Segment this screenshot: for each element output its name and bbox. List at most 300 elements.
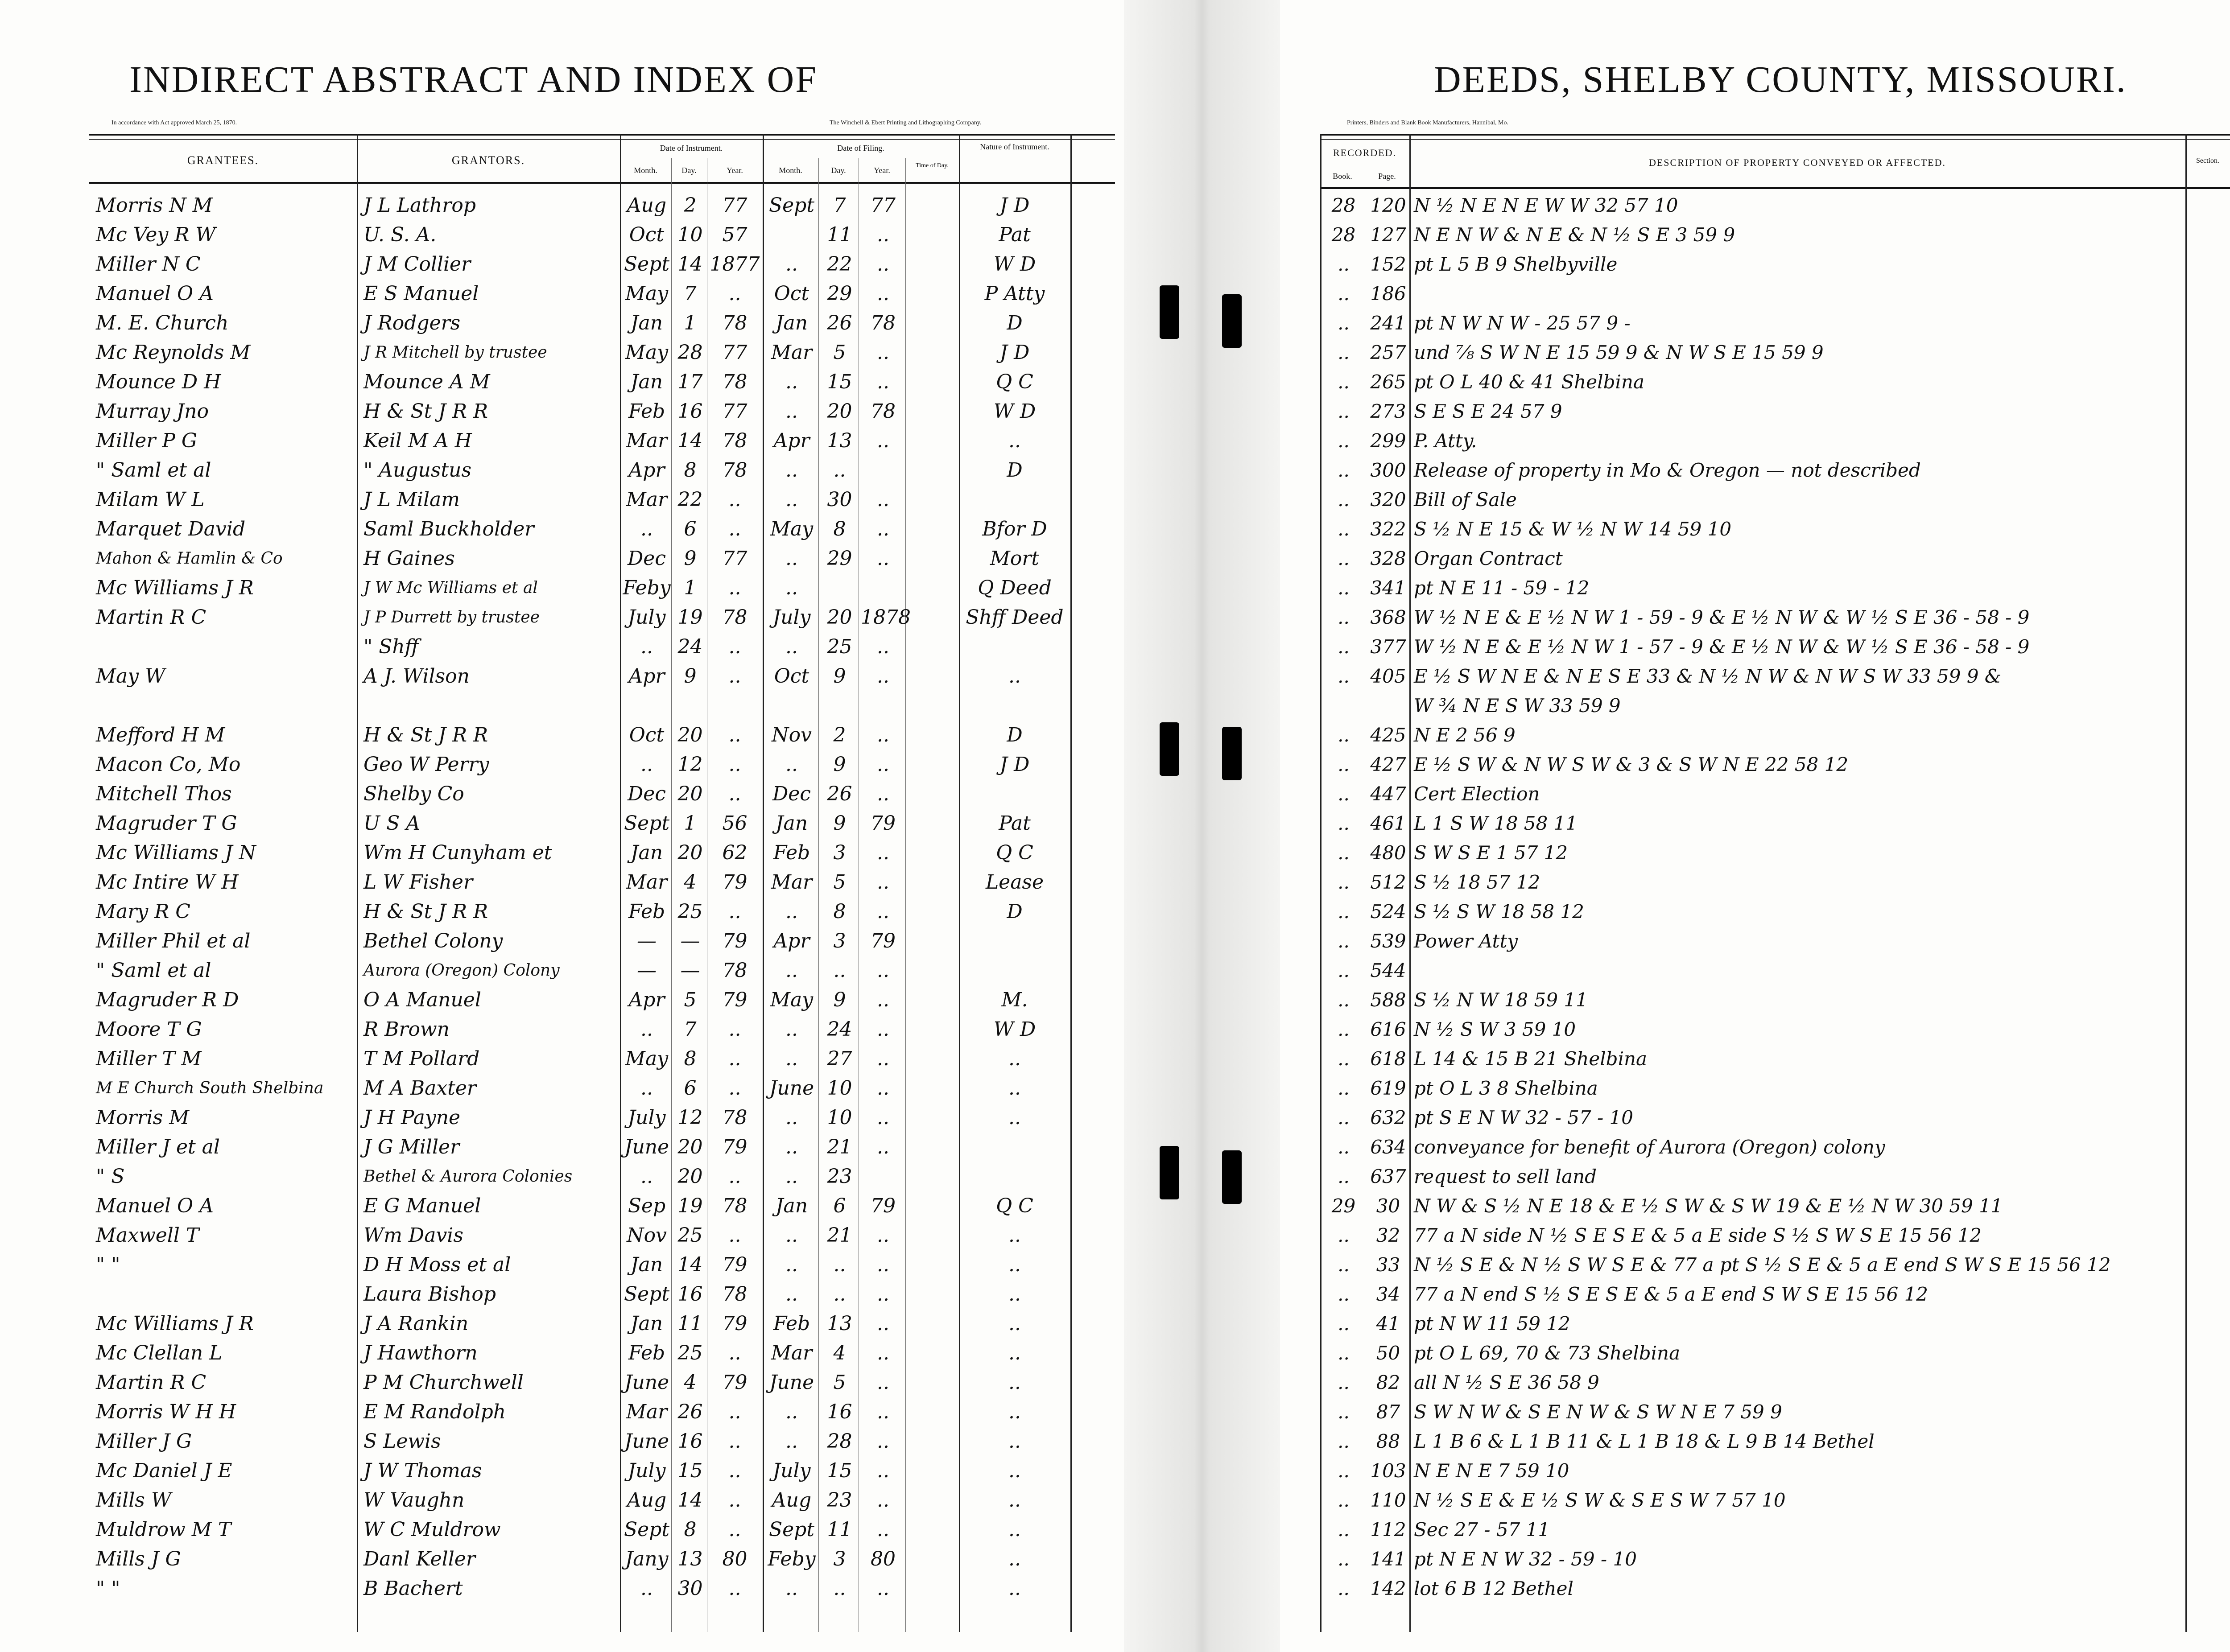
table-row	[0, 251, 1124, 278]
date-filing-header: Date of Filing.	[837, 144, 884, 152]
grantor-cell: B Bachert	[363, 1577, 463, 1600]
page-cell: 405	[1370, 665, 1406, 687]
header-rule-top-2	[1320, 139, 2230, 140]
description-cell: S W N W & S E N W & S W N E 7 59 9	[1414, 1401, 1782, 1423]
table-row	[1280, 1398, 2230, 1426]
filing-month-cell: ..	[785, 900, 798, 923]
grantor-cell: S Lewis	[363, 1430, 441, 1453]
grantor-cell: J Hawthorn	[363, 1342, 478, 1364]
book-cell: ..	[1338, 665, 1350, 687]
day-header: Day.	[681, 166, 697, 175]
instrument-year-cell: 79	[722, 1312, 747, 1335]
nature-cell: W D	[993, 253, 1036, 276]
grantees-header: GRANTEES.	[187, 154, 259, 167]
instrument-day-cell: 20	[677, 783, 703, 805]
filing-year-cell: ..	[877, 871, 889, 894]
page-cell: 41	[1376, 1313, 1400, 1335]
instrument-year-cell: ..	[728, 488, 741, 511]
description-cell: N W & S ½ N E 18 & E ½ S W & S W 19 & E ½ N W 30 59 11	[1414, 1195, 2003, 1217]
book-cell: ..	[1338, 1401, 1350, 1423]
table-row	[0, 1192, 1124, 1220]
table-row	[0, 1369, 1124, 1397]
table-row	[0, 1516, 1124, 1544]
filing-day-cell: 21	[827, 1136, 852, 1158]
table-row	[1280, 604, 2230, 631]
grantee-cell: M. E. Church	[96, 312, 229, 334]
table-row	[0, 574, 1124, 602]
filing-month-cell: ..	[785, 547, 798, 570]
nature-cell: ..	[1008, 1312, 1021, 1335]
book-cell: ..	[1338, 1489, 1350, 1511]
printer-note-left: The Winchell & Ebert Printing and Lithographing Company.	[830, 119, 982, 126]
grantor-cell: H Gaines	[363, 547, 455, 570]
filing-year-cell: ..	[877, 1518, 889, 1541]
table-row	[1280, 457, 2230, 484]
filing-month-cell: Mar	[771, 1342, 813, 1364]
filing-month-cell: ..	[785, 1577, 798, 1600]
page-cell: 637	[1370, 1166, 1406, 1187]
grantee-cell: " Saml et al	[96, 959, 211, 982]
description-cell: N E N W & N E & N ½ S E 3 59 9	[1414, 224, 1735, 246]
nature-cell	[961, 1163, 1068, 1191]
instrument-year-cell: ..	[728, 1577, 741, 1600]
filing-month-cell: Jan	[775, 312, 808, 334]
table-row	[1280, 1075, 2230, 1102]
filing-year-cell: ..	[877, 1106, 889, 1129]
filing-year-cell: ..	[877, 959, 889, 982]
filing-day-cell: 9	[833, 665, 846, 688]
page-cell: 619	[1370, 1077, 1406, 1099]
filing-year-cell: ..	[877, 1018, 889, 1041]
book-cell: ..	[1338, 1283, 1350, 1305]
grantee-cell: Mc Williams J R	[96, 1312, 254, 1335]
filing-day-cell: 11	[827, 1518, 852, 1541]
instrument-month-cell: Dec	[628, 783, 666, 805]
table-row	[1280, 927, 2230, 955]
instrument-day-cell: 16	[677, 1283, 703, 1306]
filing-month-cell: ..	[785, 753, 798, 776]
table-row	[1280, 1281, 2230, 1308]
description-cell: Cert Election	[1414, 783, 1540, 805]
instrument-day-cell: 14	[677, 429, 703, 452]
instrument-day-cell: 20	[677, 841, 703, 864]
grantee-cell: Mefford H M	[96, 724, 225, 746]
table-row	[1280, 515, 2230, 543]
table-row	[1280, 398, 2230, 425]
instrument-month-cell: Sept	[624, 1518, 670, 1541]
instrument-day-cell: 19	[677, 606, 703, 629]
table-row	[0, 1487, 1124, 1514]
page-cell: 88	[1376, 1430, 1400, 1452]
book-cell: 28	[1331, 224, 1356, 246]
grantee-cell: " "	[96, 1253, 120, 1276]
description-cell: pt S E N W 32 - 57 - 10	[1414, 1107, 1633, 1129]
page-cell: 634	[1370, 1136, 1406, 1158]
instrument-day-cell: 16	[677, 1430, 703, 1453]
table-row	[0, 1281, 1124, 1308]
filing-month-cell: ..	[785, 253, 798, 276]
filing-month-cell: ..	[785, 488, 798, 511]
filing-year-cell: ..	[877, 341, 889, 364]
book-cell: 28	[1331, 194, 1356, 216]
grantor-cell: R Brown	[363, 1018, 450, 1041]
filing-year-cell: ..	[877, 1077, 889, 1100]
description-cell: E ½ S W N E & N E S E 33 & N ½ N W & N W S W 33 59 9 &	[1414, 665, 2002, 687]
description-cell: L 1 S W 18 58 11	[1414, 812, 1578, 834]
table-row	[1280, 221, 2230, 249]
page-cell: 34	[1376, 1283, 1400, 1305]
grantor-cell: E M Randolph	[363, 1401, 506, 1423]
description-cell: N ½ N E N E W W 32 57 10	[1414, 194, 1678, 216]
book-cell: ..	[1338, 518, 1350, 540]
nature-cell: ..	[1008, 1077, 1021, 1100]
table-row	[1280, 986, 2230, 1014]
filing-month-cell: ..	[785, 1106, 798, 1129]
grantor-cell: Danl Keller	[363, 1548, 475, 1570]
filing-day-cell: 3	[833, 1548, 846, 1570]
filing-day-cell: 5	[833, 871, 846, 894]
filing-year-cell: ..	[877, 1401, 889, 1423]
grantor-cell: Geo W Perry	[363, 753, 489, 776]
instrument-month-cell: ..	[640, 753, 653, 776]
filing-year-cell: ..	[877, 1136, 889, 1158]
book-cell: ..	[1338, 1578, 1350, 1599]
filing-day-cell: 26	[827, 312, 852, 334]
filing-month-cell: ..	[785, 1018, 798, 1041]
instrument-year-cell: 78	[722, 312, 747, 334]
table-row	[0, 192, 1124, 219]
filing-month-cell: ..	[785, 1047, 798, 1070]
filing-year-cell: 1878	[861, 606, 911, 629]
table-row	[1280, 1339, 2230, 1367]
instrument-day-cell: 8	[684, 1518, 697, 1541]
description-cell: request to sell land	[1414, 1166, 1597, 1187]
instrument-year-cell: ..	[728, 1224, 741, 1247]
grantor-cell: " Augustus	[363, 459, 472, 482]
nature-cell: ..	[1008, 1253, 1021, 1276]
page-cell: 461	[1370, 812, 1406, 834]
nature-cell: M.	[1001, 989, 1028, 1011]
filing-month-cell	[765, 692, 818, 720]
instrument-month-cell: ..	[640, 518, 653, 540]
table-row	[0, 457, 1124, 484]
year2-header: Year.	[874, 166, 890, 175]
table-row	[0, 339, 1124, 367]
grantor-cell: Bethel & Aurora Colonies	[363, 1167, 573, 1186]
filing-month-cell: Feby	[768, 1548, 816, 1570]
instrument-month-cell: July	[628, 1106, 666, 1129]
instrument-day-cell: 19	[677, 1195, 703, 1217]
instrument-year-cell: 56	[722, 812, 747, 835]
nature-cell: ..	[1008, 1577, 1021, 1600]
grantor-cell: T M Pollard	[363, 1047, 480, 1070]
description-cell: E ½ S W & N W S W & 3 & S W N E 22 58 12	[1414, 754, 1849, 775]
instrument-day-cell: 16	[677, 400, 703, 423]
instrument-year-cell: 62	[722, 841, 747, 864]
filing-month-cell: Apr	[773, 429, 810, 452]
instrument-month-cell: Apr	[628, 989, 665, 1011]
grantee-cell: Manuel O A	[96, 1195, 214, 1217]
table-row	[1280, 1487, 2230, 1514]
grantee-cell: " S	[96, 1165, 125, 1188]
header-rule-bottom	[89, 182, 1115, 184]
page-cell: 257	[1370, 342, 1406, 363]
page-cell: 588	[1370, 989, 1406, 1011]
description-cell: pt N W N W - 25 57 9 -	[1414, 312, 1631, 334]
nature-cell	[961, 486, 1068, 514]
date-instrument-header: Date of Instrument.	[660, 144, 723, 152]
filing-day-cell: 20	[827, 400, 852, 423]
table-row	[0, 398, 1124, 425]
description-cell: S ½ N W 18 59 11	[1414, 989, 1588, 1011]
instrument-year-cell: ..	[728, 518, 741, 540]
book-cell: ..	[1338, 812, 1350, 834]
recorded-header: RECORDED.	[1333, 147, 1397, 158]
table-row	[0, 1075, 1124, 1102]
grantee-cell: Marquet David	[96, 518, 246, 540]
grantor-cell: Bethel Colony	[363, 930, 503, 952]
instrument-day-cell: 20	[677, 1165, 703, 1188]
table-row	[0, 1133, 1124, 1161]
instrument-day-cell: 13	[677, 1548, 703, 1570]
page-cell: 152	[1370, 253, 1406, 275]
grantee-cell: Muldrow M T	[96, 1518, 231, 1541]
filing-day-cell: 3	[833, 841, 846, 864]
filing-day-cell: 23	[827, 1489, 852, 1512]
filing-month-cell: Apr	[773, 930, 810, 952]
binding-hole	[1222, 294, 1242, 348]
book-cell: ..	[1338, 842, 1350, 864]
nature-cell: J D	[999, 341, 1030, 364]
filing-year-cell: ..	[877, 1047, 889, 1070]
table-row	[0, 721, 1124, 749]
nature-cell	[961, 957, 1068, 985]
instrument-day-cell: 11	[677, 1312, 703, 1335]
filing-month-cell: Feb	[773, 841, 810, 864]
grantor-cell: J L Lathrop	[363, 194, 476, 217]
description-cell: Sec 27 - 57 11	[1414, 1519, 1550, 1541]
page-cell: 30	[1376, 1195, 1400, 1217]
description-cell: Bill of Sale	[1414, 489, 1517, 511]
table-row	[1280, 869, 2230, 896]
table-row	[0, 869, 1124, 896]
filing-day-cell	[821, 692, 859, 720]
page-cell	[1367, 692, 1409, 720]
description-cell: S ½ 18 57 12	[1414, 871, 1540, 893]
table-row	[0, 1428, 1124, 1455]
instrument-year-cell: 77	[722, 547, 747, 570]
header-rule-top-2	[89, 139, 1115, 140]
filing-year-cell	[861, 574, 905, 602]
filing-day-cell: ..	[833, 1283, 846, 1306]
book-cell: ..	[1338, 989, 1350, 1011]
grantee-cell: Mc Intire W H	[96, 871, 239, 894]
table-row	[1280, 545, 2230, 573]
filing-month-cell: Sept	[768, 194, 815, 217]
book-cell: 29	[1331, 1195, 1356, 1217]
book-cell: ..	[1338, 1048, 1350, 1070]
grantor-cell: Shelby Co	[363, 783, 464, 805]
table-row	[0, 1575, 1124, 1603]
filing-day-cell: 22	[827, 253, 852, 276]
instrument-month-cell: Sept	[624, 1283, 670, 1306]
instrument-year-cell: 77	[722, 194, 747, 217]
page-cell: 186	[1370, 283, 1406, 305]
table-row	[1280, 839, 2230, 867]
instrument-month-cell: Aug	[627, 194, 667, 217]
instrument-month-cell: ..	[640, 1165, 653, 1188]
table-row	[0, 810, 1124, 837]
nature-cell: ..	[1008, 1401, 1021, 1423]
header-rule-bottom	[1320, 187, 2230, 189]
description-cell: pt N E N W 32 - 59 - 10	[1414, 1548, 1637, 1570]
page-cell: 299	[1370, 430, 1406, 452]
instrument-month-cell: Mar	[626, 488, 668, 511]
filing-month-cell: ..	[785, 400, 798, 423]
grantee-cell: Miller J G	[96, 1430, 192, 1453]
book-cell: ..	[1338, 871, 1350, 893]
grantee-cell: Mc Vey R W	[96, 223, 216, 246]
grantor-cell: J G Miller	[363, 1136, 460, 1158]
filing-month-cell: Aug	[772, 1489, 812, 1512]
grantee-cell: Mitchell Thos	[96, 783, 232, 805]
instrument-day-cell: 25	[677, 900, 703, 923]
book-cell: ..	[1338, 606, 1350, 628]
book-cell: ..	[1338, 1136, 1350, 1158]
grantee-cell: M E Church South Shelbina	[96, 1079, 324, 1097]
description-cell: 77 a N end S ½ S E S E & 5 a E end S W S E 15 56 12	[1414, 1283, 1929, 1305]
grantor-cell: Saml Buckholder	[363, 518, 534, 540]
table-row	[0, 1339, 1124, 1367]
instrument-month-cell: May	[625, 1047, 669, 1070]
book-cell: ..	[1338, 253, 1350, 275]
instrument-day-cell: 20	[677, 724, 703, 746]
grantee-cell: Miller T M	[96, 1047, 202, 1070]
grantee-cell: Mary R C	[96, 900, 190, 923]
book-cell: ..	[1338, 1166, 1350, 1187]
description-cell: W ½ N E & E ½ N W 1 - 57 - 9 & E ½ N W & W ½ S E 36 - 58 - 9	[1414, 636, 2030, 658]
filing-month-cell: Dec	[772, 783, 811, 805]
instrument-month-cell: ..	[640, 1077, 653, 1100]
nature-cell: ..	[1008, 1047, 1021, 1070]
grantor-cell: W C Muldrow	[363, 1518, 501, 1541]
instrument-year-cell: ..	[728, 1430, 741, 1453]
binding-hole	[1160, 285, 1179, 339]
book-header: Book.	[1333, 172, 1352, 181]
book-cell: ..	[1338, 371, 1350, 393]
instrument-month-cell: Aug	[627, 1489, 667, 1512]
instrument-day-cell: 20	[677, 1136, 703, 1158]
nature-cell: ..	[1008, 1489, 1021, 1512]
instrument-month-cell: June	[624, 1371, 669, 1394]
filing-day-cell: 2	[833, 724, 846, 746]
table-row	[0, 898, 1124, 926]
book-cell: ..	[1338, 1519, 1350, 1541]
description-cell: all N ½ S E 36 58 9	[1414, 1372, 1599, 1393]
nature-cell: ..	[1008, 1224, 1021, 1247]
instrument-day-cell: 14	[677, 253, 703, 276]
book-cell: ..	[1338, 312, 1350, 334]
grantee-cell: Mills W	[96, 1489, 172, 1512]
binding-hole	[1160, 722, 1179, 776]
filing-month-cell: Jan	[775, 812, 808, 835]
grantee-cell: Maxwell T	[96, 1224, 199, 1247]
page-cell: 141	[1370, 1548, 1406, 1570]
filing-year-cell: ..	[877, 1459, 889, 1482]
grantor-cell: M A Baxter	[363, 1077, 476, 1100]
page-cell: 103	[1370, 1460, 1406, 1482]
page-cell: 33	[1376, 1254, 1400, 1276]
instrument-month-cell: Dec	[628, 547, 666, 570]
grantor-cell: P M Churchwell	[363, 1371, 524, 1394]
table-row	[0, 427, 1124, 455]
instrument-year-cell: ..	[728, 1459, 741, 1482]
instrument-year-cell: ..	[728, 753, 741, 776]
table-row	[1280, 1575, 2230, 1603]
filing-month-cell: ..	[785, 371, 798, 393]
filing-year-cell: ..	[877, 282, 889, 305]
page-cell: 241	[1370, 312, 1406, 334]
instrument-day-cell: 15	[677, 1459, 703, 1482]
filing-month-cell: Oct	[774, 665, 809, 688]
grantor-cell: H & St J R R	[363, 900, 488, 923]
nature-cell: Pat	[999, 812, 1031, 835]
filing-year-cell: ..	[877, 1283, 889, 1306]
page-cell: 87	[1376, 1401, 1400, 1423]
filing-month-cell: ..	[785, 1401, 798, 1423]
instrument-year-cell: ..	[728, 724, 741, 746]
grantor-cell: Laura Bishop	[363, 1283, 496, 1306]
filing-year-cell: ..	[877, 371, 889, 393]
header-rule-top	[89, 134, 1115, 136]
table-row	[0, 604, 1124, 631]
filing-year-cell: ..	[877, 488, 889, 511]
instrument-month-cell	[622, 692, 671, 720]
page-cell: 447	[1370, 783, 1406, 805]
instrument-month-cell: July	[628, 606, 666, 629]
filing-day-cell: 10	[827, 1106, 852, 1129]
book-gutter	[1124, 0, 1280, 1652]
table-row	[1280, 427, 2230, 455]
page-cell: 142	[1370, 1578, 1406, 1599]
instrument-day-cell: 8	[684, 1047, 697, 1070]
instrument-day-cell: 10	[677, 223, 703, 246]
description-cell: S ½ S W 18 58 12	[1414, 901, 1584, 923]
page-cell: 618	[1370, 1048, 1406, 1070]
nature-cell: D	[1007, 459, 1023, 482]
description-cell: N ½ S E & N ½ S W S E & 77 a pt S ½ S E & 5 a E end S W S E 15 56 12	[1414, 1254, 2111, 1276]
table-row	[0, 1251, 1124, 1279]
table-row	[0, 309, 1124, 337]
grantor-cell: E S Manuel	[363, 282, 479, 305]
nature-cell: Q Deed	[978, 577, 1052, 599]
table-row	[1280, 309, 2230, 337]
filing-year-cell	[861, 692, 905, 720]
grantee-cell: Miller N C	[96, 253, 201, 276]
grantor-cell: Mounce A M	[363, 371, 490, 393]
filing-day-cell	[821, 574, 859, 602]
filing-day-cell: 29	[827, 547, 852, 570]
table-row	[0, 515, 1124, 543]
filing-year-cell: ..	[877, 900, 889, 923]
page-cell: 112	[1370, 1519, 1406, 1541]
filing-day-cell: 9	[833, 989, 846, 1011]
table-row	[1280, 1545, 2230, 1573]
grantee-cell: Miller J et al	[96, 1136, 220, 1158]
instrument-month-cell: ..	[640, 1018, 653, 1041]
page-cell: 82	[1376, 1372, 1400, 1393]
grantor-cell: O A Manuel	[363, 989, 481, 1011]
